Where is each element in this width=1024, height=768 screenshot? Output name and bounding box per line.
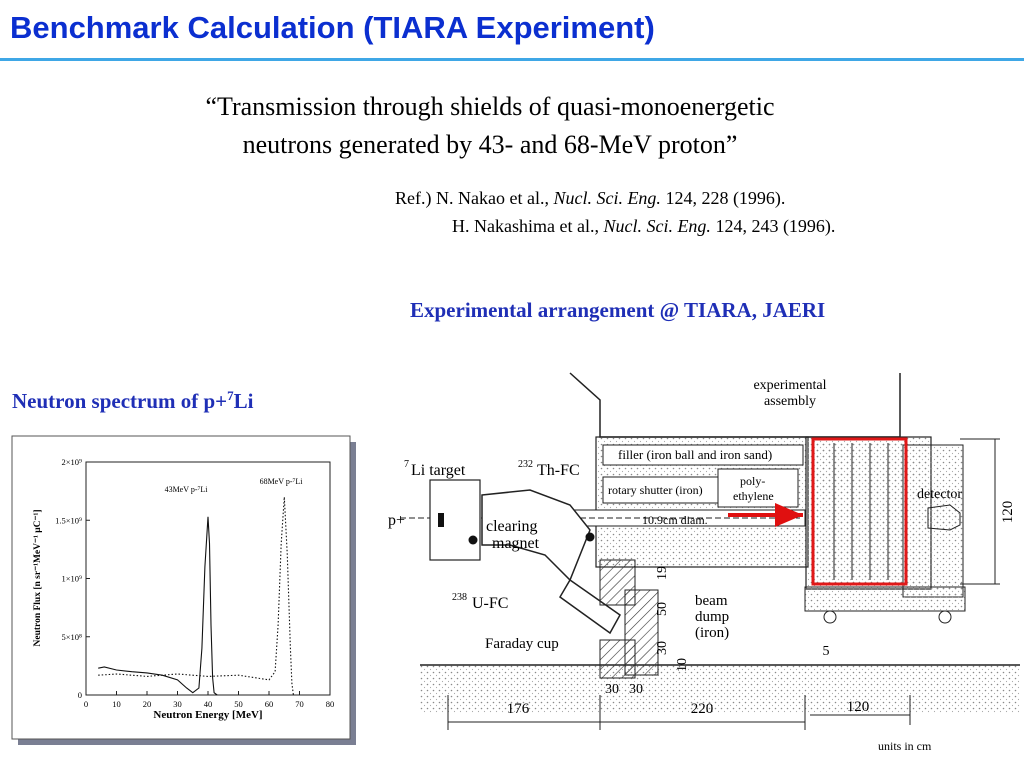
reference-1-volume: 124, 228 (1996). [660,188,786,208]
cart-wheel-1 [824,611,836,623]
reference-2-journal: Nucl. Sci. Eng. [603,216,711,236]
label-diam: 10.9cm diam. [642,513,708,527]
label-experimental: experimental [753,378,827,393]
label-detector: detector [917,487,963,502]
label-u-fc: U-FC [472,595,509,612]
li-target-block [438,513,444,527]
room-wall [570,373,900,437]
spectrum-caption-sup: 7 [227,388,234,403]
label-p-plus: p+ [388,512,406,529]
y-tick-label: 5×10⁸ [61,631,82,642]
spectrum-caption [12,388,254,414]
label-rotary-shutter: rotary shutter (iron) [608,483,703,497]
dim-30-vertical: 30 [655,641,670,655]
x-tick-label: 20 [142,699,152,709]
dim-50: 50 [655,602,670,616]
x-tick-label: 0 [83,699,89,709]
cart-wheel-2 [939,611,951,623]
x-tick-label: 60 [264,699,274,709]
reference-2-volume: 124, 243 (1996). [710,216,836,236]
y-axis-label: Neutron Flux [n sr⁻¹MeV⁻¹ μC⁻¹] [33,509,43,647]
x-tick-label: 50 [234,699,243,709]
arrangement-diagram [360,365,1020,765]
label-th-sup: 232 [518,459,533,470]
target-chamber [430,480,480,560]
label-ethylene: ethylene [733,489,774,503]
reference-2-authors: H. Nakashima et al., [452,216,604,236]
spectrum-caption-suffix: Li [233,389,254,413]
label-beam: beam [695,593,728,609]
dim-120-bottom: 120 [846,699,870,715]
title-underline [0,58,1024,61]
dim-19: 19 [655,566,670,580]
assembly-cart [805,587,965,611]
th-fc-dot [586,533,595,542]
x-tick-label: 40 [203,699,213,709]
label-u-sup: 238 [452,592,467,603]
x-axis-label: Neutron Energy [MeV] [153,709,263,721]
dim-30a: 30 [605,682,619,697]
experimental-assembly [813,439,906,584]
y-tick-label: 1×10⁹ [61,573,82,584]
label-li-target: Li target [411,462,466,479]
quote-line-2: neutrons generated by 43- and 68-MeV proton” [242,130,738,159]
reference-1-journal: Nucl. Sci. Eng. [553,188,661,208]
series-label-68mev: 68MeV p-⁷Li [259,477,303,486]
arrangement-caption: Experimental arrangement @ TIARA, JAERI [410,298,826,322]
label-assembly: assembly [763,394,817,409]
spectrum-chart [0,420,370,750]
dim-120-right: 120 [1000,500,1016,524]
dim-176: 176 [506,701,530,717]
y-tick-label: 0 [77,690,82,700]
x-tick-label: 70 [295,699,304,709]
label-units: units in cm [878,739,932,753]
dim-220: 220 [690,701,714,717]
references [395,184,835,240]
dim-10: 10 [675,658,690,672]
dim-30b: 30 [629,682,643,697]
page-title: Benchmark Calculation (TIARA Experiment) [10,10,655,45]
series-label-43mev: 43MeV p-⁷Li [164,485,208,494]
y-tick-label: 1.5×10⁹ [55,515,82,526]
beam-dump-base [600,640,635,678]
quoted-title [0,88,980,164]
label-poly: poly- [740,474,766,488]
label-iron: (iron) [695,625,730,641]
reference-1-authors: Ref.) N. Nakao et al., [395,188,554,208]
label-th-fc: Th-FC [537,462,580,479]
spectrum-caption-text: Neutron spectrum of p+ [12,389,228,413]
x-tick-label: 80 [325,699,335,709]
label-filler: filler (iron ball and iron sand) [618,447,773,462]
label-clearing: clearing [486,518,538,535]
reference-1 [395,184,835,212]
label-magnet: magnet [492,535,540,552]
reference-2 [395,212,835,240]
label-li-sup: 7 [404,459,409,470]
x-tick-label: 10 [112,699,121,709]
detector-body [928,505,960,530]
x-tick-label: 30 [173,699,182,709]
u-fc-dot [469,536,478,545]
y-tick-label: 2×10⁹ [61,457,82,467]
label-dump: dump [695,609,730,625]
label-faraday: Faraday cup [485,636,559,652]
quote-line-1: “Transmission through shields of quasi-monoenergetic [205,92,775,121]
dim-5: 5 [822,644,830,659]
